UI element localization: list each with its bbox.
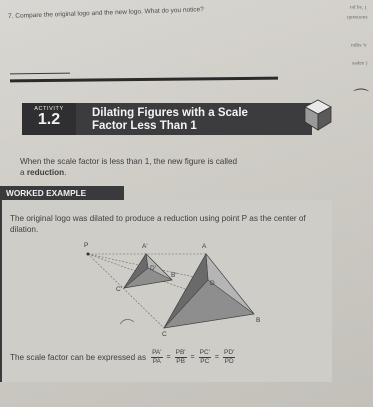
- divider-thin: [10, 73, 70, 75]
- fraction-pd-numerator: PD': [224, 349, 235, 356]
- fraction-pb-denominator: PB: [176, 358, 185, 365]
- margin-note-1: 1 'sq pu: [350, 4, 367, 10]
- center-point-p: [87, 253, 90, 256]
- pencil-mark: [120, 319, 134, 324]
- activity-title-bar: [76, 103, 312, 135]
- equals-sign: =: [166, 354, 171, 361]
- fraction-pc: [199, 349, 211, 366]
- label-D: D: [210, 280, 215, 287]
- label-B-prime: B': [171, 272, 177, 279]
- fraction-pc-numerator: PC': [199, 349, 210, 356]
- margin-note-3: a, sqpu: [351, 42, 367, 48]
- activity-label: ACTIVITY: [34, 106, 64, 112]
- worked-example-text: The original logo was dilated to produce a reduction using point P as the center of dilation.: [10, 214, 306, 234]
- scale-factor-formula: [10, 349, 237, 366]
- equals-sign: =: [190, 354, 195, 361]
- fraction-pa-denominator: PA: [152, 358, 161, 365]
- intro-paragraph: [20, 156, 320, 178]
- intro-text-end: .: [64, 168, 67, 177]
- worked-example-header: WORKED EXAMPLE: [0, 186, 124, 200]
- activity-title-line2: Factor Less Than 1: [92, 120, 197, 132]
- question-7: [8, 6, 204, 20]
- activity-badge: [22, 103, 76, 135]
- label-A: A: [202, 243, 207, 250]
- intro-text-prefix: a: [20, 168, 27, 177]
- fraction-pb-numerator: PB': [175, 349, 186, 356]
- margin-note-2: suonsanb: [346, 14, 367, 20]
- divider-thick: [10, 77, 278, 83]
- term-reduction: reduction: [26, 168, 65, 177]
- page-curl-icon: ⌒: [352, 89, 369, 106]
- fraction-pc-denominator: PC: [200, 358, 210, 365]
- label-D-prime: D': [150, 265, 156, 272]
- label-C: C: [162, 331, 167, 338]
- activity-title-line1: Dilating Figures with a Scale: [92, 107, 248, 119]
- fraction-pa-numerator: PA': [152, 349, 162, 356]
- activity-number: 1.2: [37, 111, 61, 128]
- label-A-prime: A': [142, 243, 148, 250]
- dilation-diagram: [80, 236, 280, 344]
- question-text: 7. Compare the original logo and the new logo. What do you notice?: [8, 6, 204, 20]
- margin-notes: [311, 0, 371, 75]
- margin-note-4: ( aapes: [351, 60, 367, 66]
- fraction-pd: [223, 349, 235, 366]
- intro-text: When the scale factor is less than 1, the new figure is called: [20, 157, 238, 166]
- label-P: P: [84, 242, 89, 249]
- label-C-prime: C': [116, 286, 122, 293]
- cube-icon: [303, 98, 333, 132]
- fraction-pa: [151, 349, 162, 366]
- reduced-logo: [124, 254, 172, 288]
- original-logo: [164, 254, 254, 328]
- label-B: B: [256, 317, 261, 324]
- formula-text: The scale factor can be expressed as: [10, 353, 147, 362]
- fraction-pb: [175, 349, 187, 366]
- equals-sign: =: [214, 354, 219, 361]
- fraction-pd-denominator: PD: [224, 358, 234, 365]
